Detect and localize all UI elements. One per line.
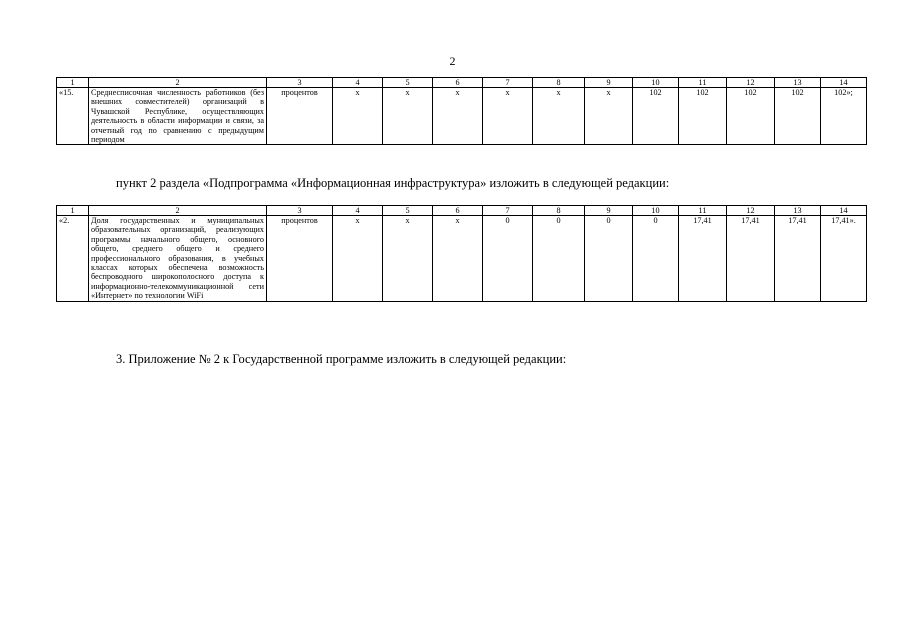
unit-cell: процентов [267,88,333,145]
table-row [57,88,867,145]
indicator-name: Среднесписочная численность работников (без внешних совместителей) организаций в Чувашской Республике, осуществляющих деятельность в области информации и связи, за отчетный год по сравнению с предыдущим периодом [89,88,267,145]
value-cell: х [433,216,483,302]
column-number: 14 [821,78,867,88]
row-number: «15. [57,88,89,145]
value-cell: х [333,216,383,302]
value-cell: 102 [775,88,821,145]
column-number: 3 [267,78,333,88]
column-number: 2 [89,78,267,88]
column-number: 13 [775,206,821,216]
column-number: 14 [821,206,867,216]
value-cell: х [533,88,585,145]
column-number-row [57,78,867,88]
value-cell: 17,41». [821,216,867,302]
column-number: 8 [533,206,585,216]
column-number: 13 [775,78,821,88]
column-number: 7 [483,78,533,88]
column-number: 9 [585,78,633,88]
value-cell: 102 [633,88,679,145]
table-row [57,216,867,302]
column-number: 11 [679,206,727,216]
column-number: 1 [57,78,89,88]
indicator-table-1 [56,77,867,145]
value-cell: х [333,88,383,145]
value-cell: 17,41 [727,216,775,302]
column-number-row [57,206,867,216]
column-number: 7 [483,206,533,216]
value-cell: х [433,88,483,145]
paragraph-subprogram: пункт 2 раздела «Подпрограмма «Информационная инфраструктура» изложить в следующей редакции: [116,176,670,190]
paragraph-appendix: 3. Приложение № 2 к Государственной программе изложить в следующей редакции: [116,352,567,366]
value-cell: 0 [533,216,585,302]
column-number: 3 [267,206,333,216]
column-number: 10 [633,206,679,216]
column-number: 6 [433,78,483,88]
column-number: 1 [57,206,89,216]
column-number: 5 [383,78,433,88]
value-cell: 17,41 [775,216,821,302]
value-cell: 0 [633,216,679,302]
value-cell: 102 [727,88,775,145]
column-number: 4 [333,206,383,216]
indicator-table-2 [56,205,867,302]
value-cell: 0 [585,216,633,302]
value-cell: 17,41 [679,216,727,302]
value-cell: х [483,88,533,145]
row-number: «2. [57,216,89,302]
column-number: 12 [727,78,775,88]
column-number: 4 [333,78,383,88]
column-number: 6 [433,206,483,216]
column-number: 10 [633,78,679,88]
column-number: 2 [89,206,267,216]
column-number: 5 [383,206,433,216]
unit-cell: процентов [267,216,333,302]
page-number: 2 [449,54,456,68]
column-number: 12 [727,206,775,216]
value-cell: 0 [483,216,533,302]
column-number: 8 [533,78,585,88]
value-cell: х [383,216,433,302]
column-number: 11 [679,78,727,88]
column-number: 9 [585,206,633,216]
value-cell: 102»; [821,88,867,145]
value-cell: 102 [679,88,727,145]
value-cell: х [585,88,633,145]
indicator-name: Доля государственных и муниципальных образовательных организаций, реализующих программы начального общего, основного общего, среднего общего и среднего профессионального образования, в учебных классах которых обеспечена возможность беспроводного широкополосного доступа к информационно-телекоммуникационной сети «Интернет» по технологии WiFi [89,216,267,302]
value-cell: х [383,88,433,145]
